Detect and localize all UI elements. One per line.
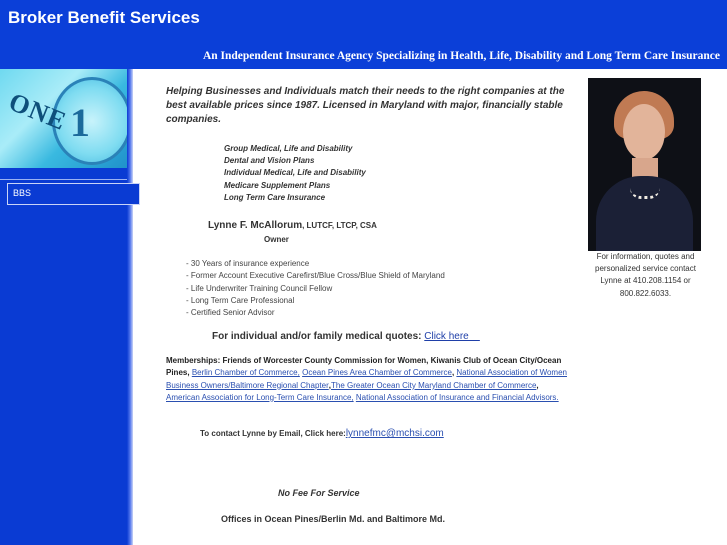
- qualification-list: [186, 258, 445, 319]
- list-item: - Certified Senior Advisor: [186, 308, 275, 318]
- main-content: [133, 69, 727, 545]
- currency-banner-image: [0, 69, 133, 168]
- agent-name-text: Lynne F. McAllorum: [208, 220, 303, 231]
- list-item: Group Medical, Life and Disability: [224, 144, 353, 153]
- photo-face: [623, 104, 665, 160]
- product-list: [224, 143, 366, 204]
- site-title: Broker Benefit Services: [8, 8, 200, 27]
- link-naifa[interactable]: National Association of Insurance and Financial Advisors.: [355, 392, 559, 402]
- list-item: - Long Term Care Professional: [186, 295, 295, 305]
- sidebar-divider: [0, 179, 127, 180]
- list-item: - Life Underwriter Training Council Fellow: [186, 283, 333, 293]
- link-berlin-chamber[interactable]: Berlin Chamber of Commerce,: [191, 368, 300, 378]
- sidebar-item-bbs[interactable]: BBS: [7, 183, 140, 205]
- list-item: Individual Medical, Life and Disability: [224, 168, 366, 178]
- no-fee-text: No Fee For Service: [278, 488, 360, 498]
- quotes-link[interactable]: Click here: [424, 331, 480, 342]
- agent-credentials: , LUTCF, LTCP, CSA: [302, 221, 377, 230]
- contact-line: [200, 428, 444, 439]
- agent-photo: [588, 78, 701, 251]
- photo-caption: For information, quotes and personalized service contact Lynne at 410.208.1154 or 800.822.6033.: [595, 252, 696, 298]
- link-nawbo-baltimore[interactable]: National Association of Women Business Owners/Baltimore Regional Chapter: [166, 368, 567, 390]
- quotes-line: [212, 331, 480, 342]
- memberships: Memberships: Friends of Worcester County Commission for Women, Kiwanis Club of Ocean City/Ocean Pines, Berlin Chamber of Commerce, Ocean Pines Area Chamber of Commerce, National Association of Women Business Owners/Baltimore Regional Chapter,The Greater Ocean City Maryland Chamber of Commerce, American Association for Long-Term Care Insurance, National Association of Insurance and Financial Advisors.: [166, 356, 567, 402]
- header-bar: [0, 0, 727, 69]
- agent-title: Owner: [264, 235, 289, 244]
- offices-text: Offices in Ocean Pines/Berlin Md. and Baltimore Md.: [221, 514, 446, 524]
- list-item: Medicare Supplement Plans: [224, 180, 331, 190]
- sidebar: [0, 69, 133, 545]
- intro-text: Helping Businesses and Individuals match their needs to the right companies at the best available prices since 1987. Licensed in Maryland with major, financially stable companies.: [166, 86, 565, 125]
- memberships-label: Memberships: Friends of Worcester County Commission for Women, Kiwanis Club of Ocean City/Ocean Pines,: [166, 356, 562, 378]
- currency-numeral: 1: [70, 100, 90, 145]
- link-ocean-pines-chamber[interactable]: Ocean Pines Area Chamber of Commerce: [302, 368, 452, 378]
- list-item: - 30 Years of insurance experience: [186, 259, 310, 268]
- link-aaltci[interactable]: American Association for Long-Term Care Insurance,: [166, 392, 354, 402]
- list-item: Long Term Care Insurance: [224, 192, 326, 202]
- currency-word: ONE: [4, 86, 71, 137]
- quotes-text: For individual and/or family medical quotes:: [212, 331, 425, 342]
- contact-text: To contact Lynne by Email, Click here:: [200, 429, 346, 438]
- agent-name: [208, 220, 377, 231]
- tagline: An Independent Insurance Agency Specializing in Health, Life, Disability and Long Term Care Insurance: [202, 50, 720, 62]
- link-ocean-city-chamber[interactable]: The Greater Ocean City Maryland Chamber of Commerce: [330, 380, 537, 390]
- list-item: - Former Account Executive Carefirst/Blue Cross/Blue Shield of Maryland: [186, 271, 445, 281]
- email-link[interactable]: lynnefmc@mchsi.com: [345, 428, 444, 439]
- list-item: Dental and Vision Plans: [224, 156, 315, 166]
